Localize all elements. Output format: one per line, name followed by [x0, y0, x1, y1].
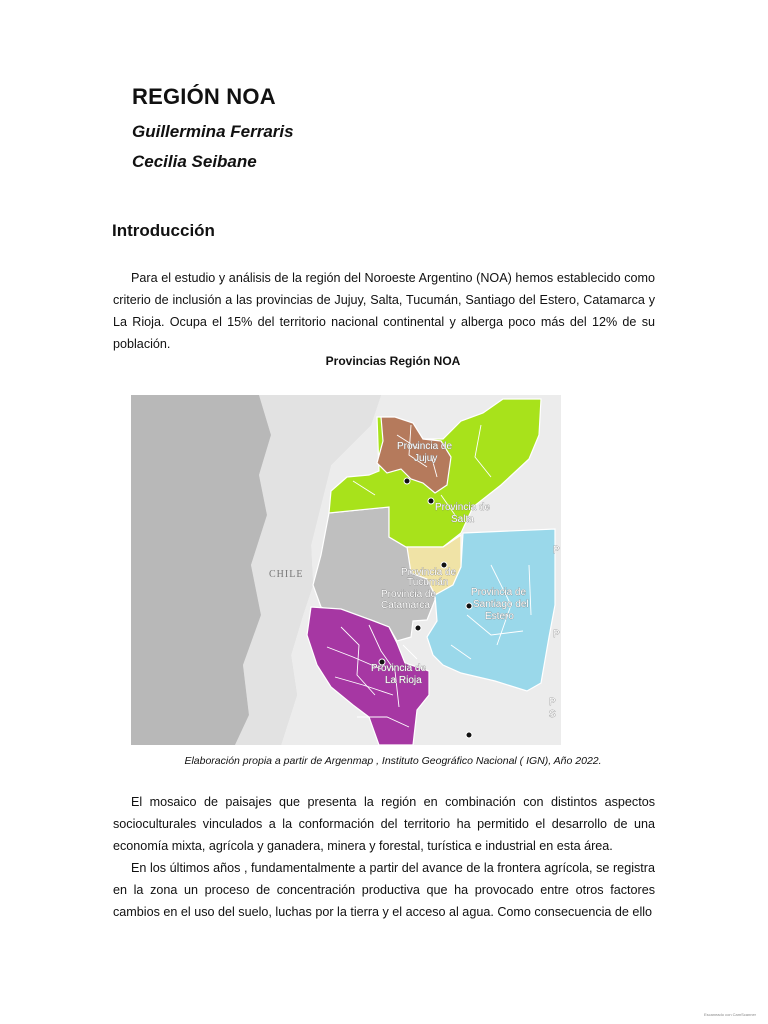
province-label: Estero	[485, 611, 514, 622]
paragraph-text: Para el estudio y análisis de la región del Noroeste Argentino (NOA) hemos establecido como criterio de inclusión a las provincias de Jujuy, Salta, Tucumán, Santiago del Estero, Catamarca y La Rioja. Ocupa el 15% del territorio nacional continental y alberga poco más del 12% de su población.	[113, 271, 655, 351]
capital-marker	[428, 498, 434, 504]
author-name: Guillermina Ferraris	[132, 122, 294, 141]
section-heading: Introducción	[112, 221, 215, 240]
province-label: Jujuy	[414, 453, 438, 464]
province-label: Provincia de	[471, 587, 527, 598]
province-label: Salta	[451, 514, 474, 525]
intro-paragraph	[113, 267, 655, 355]
edge-label: P	[553, 629, 560, 640]
paragraph-text: El mosaico de paisajes que presenta la región en combinación con distintos aspectos socioculturales vinculados a la conformación del territorio ha permitido el desarrollo de una economía mixta, agrícola y ganadera, minera y forestal, turística e industrial en esta área.	[113, 795, 655, 853]
map-canvas	[131, 395, 561, 745]
capital-marker	[415, 625, 421, 631]
paragraph-text: En los últimos años , fundamentalmente a partir del avance de la frontera agrícola, se registra en la zona un proceso de concentración productiva que ha provocado entre otros factores cambios en el uso del suelo, luchas por la tierra y el acceso al agua. Como consecuencia de ello	[113, 861, 655, 919]
province-label: Santiago del	[473, 599, 529, 610]
province-label: Provincia de	[435, 502, 491, 513]
capital-marker	[404, 478, 410, 484]
province-label: Catamarca	[381, 600, 430, 611]
province-label: Provincia de	[371, 663, 427, 674]
province-label: Tucumán	[407, 577, 449, 588]
edge-label: S	[549, 709, 556, 720]
author-name: Cecilia Seibane	[132, 152, 257, 171]
capital-marker	[466, 603, 472, 609]
figure-caption: Elaboración propia a partir de Argenmap , Instituto Geográfico Nacional ( IGN), Año 2022.	[184, 755, 602, 767]
document-title: REGIÓN NOA	[132, 84, 276, 109]
province-label: Provincia de	[401, 567, 457, 578]
edge-label: P	[553, 545, 560, 556]
noa-map	[131, 395, 561, 745]
country-label: CHILE	[269, 569, 304, 580]
edge-label: P	[549, 697, 556, 708]
body-paragraphs	[113, 791, 655, 923]
figure-title: Provincias Región NOA	[325, 354, 461, 368]
province-label: La Rioja	[385, 675, 422, 686]
province-label: Provincia de	[381, 589, 437, 600]
province-label: Provincia de	[397, 441, 453, 452]
capital-marker	[466, 732, 472, 738]
scanner-watermark: Escaneado con CamScanner	[703, 1012, 756, 1017]
